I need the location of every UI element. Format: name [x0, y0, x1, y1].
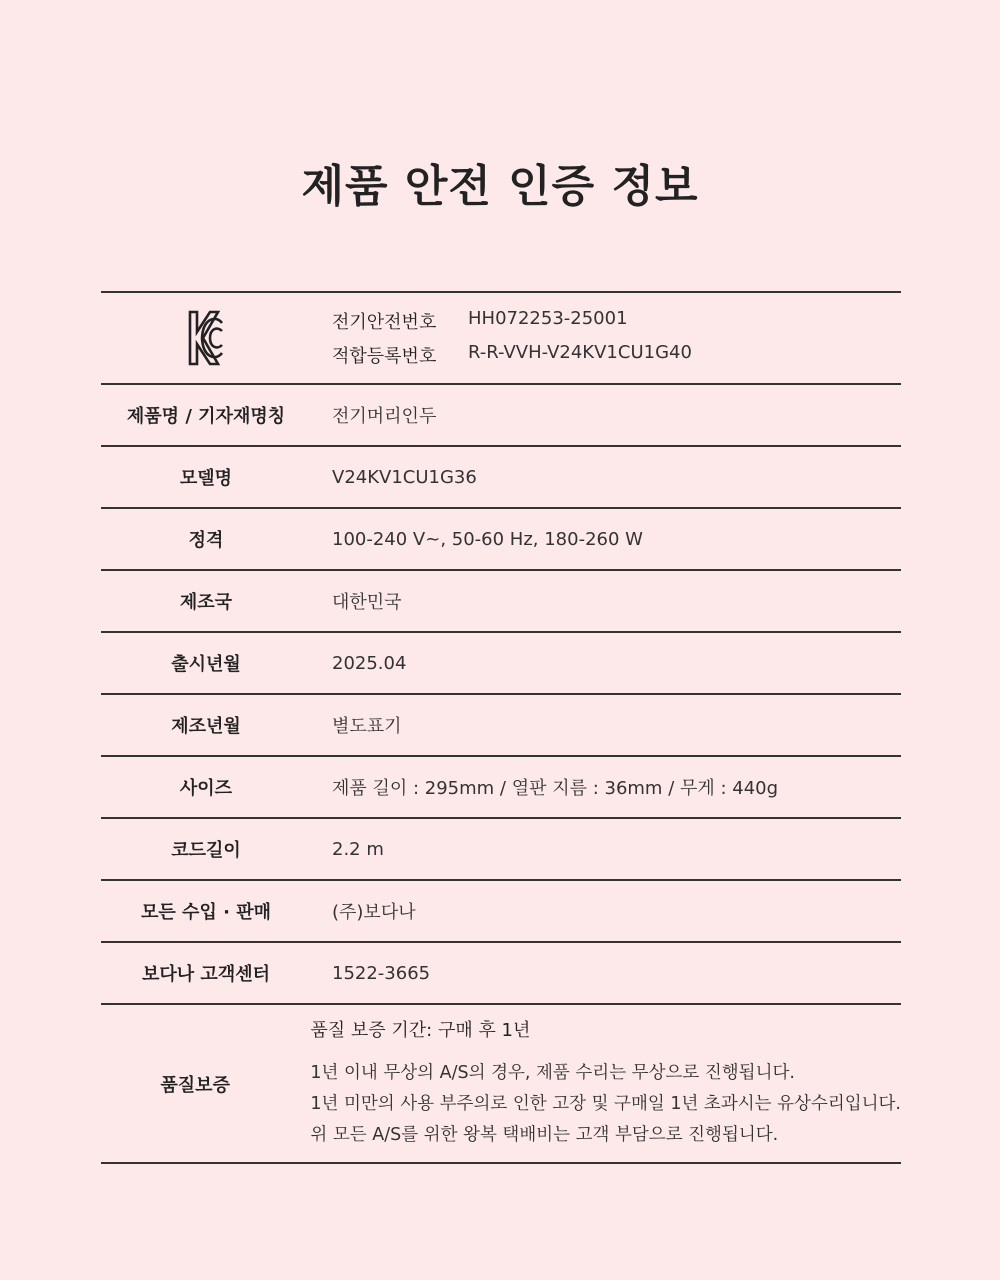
- electrical-safety-value: HH072253-25001: [468, 308, 628, 329]
- kc-mark-icon: [101, 309, 311, 367]
- spec-label: 제품명 / 기자재명칭: [126, 406, 286, 427]
- spec-value: 2.2 m: [332, 838, 384, 860]
- page-title: 제품 안전 인증 정보: [301, 161, 699, 212]
- spec-label: 품질보증: [160, 1074, 230, 1096]
- spec-row-rating: [101, 509, 901, 571]
- spec-row-cord-length: [101, 819, 901, 881]
- safety-info-table: [101, 291, 901, 1164]
- conformity-registration-label: 적합등록번호: [332, 346, 437, 367]
- spec-row-model: [101, 447, 901, 509]
- spec-label: 보다나 고객센터: [142, 964, 270, 985]
- warranty-line: 1년 이내 무상의 A/S의 경우, 제품 수리는 무상으로 진행됩니다.: [310, 1063, 795, 1083]
- spec-value: 제품 길이 : 295mm / 열판 지름 : 36mm / 무게 : 440g: [332, 778, 779, 799]
- spec-row-quality-warranty: [101, 1005, 901, 1164]
- spec-label: 모든 수입 · 판매: [141, 902, 271, 923]
- spec-value: (주)보다나: [332, 902, 416, 923]
- spec-label: 정격: [188, 530, 224, 551]
- spec-row-manufacture-date: [101, 695, 901, 757]
- warranty-period: 품질 보증 기간: 구매 후 1년: [310, 1020, 531, 1041]
- spec-value: 100-240 V~, 50-60 Hz, 180-260 W: [332, 528, 643, 550]
- electrical-safety-number: [332, 308, 692, 334]
- spec-value: 전기머리인두: [332, 406, 437, 427]
- spec-label: 제조국: [179, 592, 233, 613]
- spec-row-customer-center: [101, 943, 901, 1005]
- spec-label: 제조년월: [171, 716, 241, 737]
- certification-row: [101, 293, 901, 385]
- electrical-safety-label: 전기안전번호: [332, 312, 437, 333]
- spec-label: 사이즈: [179, 778, 233, 799]
- conformity-registration-number: [332, 342, 692, 368]
- spec-row-size: [101, 757, 901, 819]
- spec-value: V24KV1CU1G36: [332, 466, 477, 488]
- spec-value: 대한민국: [332, 592, 402, 613]
- spec-row-country: [101, 571, 901, 633]
- spec-label: 코드길이: [171, 840, 241, 861]
- spec-row-importer: [101, 881, 901, 943]
- quality-warranty-text: [289, 1016, 901, 1151]
- spec-value: 1522-3665: [332, 962, 431, 984]
- spec-value: 2025.04: [332, 652, 407, 674]
- spec-label: 출시년월: [171, 654, 241, 675]
- spec-row-product-name: [101, 385, 901, 447]
- certification-numbers: [311, 308, 692, 368]
- conformity-registration-value: R-R-VVH-V24KV1CU1G40: [468, 342, 692, 363]
- spec-value: 별도표기: [332, 716, 402, 737]
- spec-label: 모델명: [179, 468, 233, 489]
- warranty-line: 1년 미만의 사용 부주의로 인한 고장 및 구매일 1년 초과시는 유상수리입니다.: [310, 1094, 901, 1114]
- spec-row-release-date: [101, 633, 901, 695]
- warranty-line: 위 모든 A/S를 위한 왕복 택배비는 고객 부담으로 진행됩니다.: [310, 1125, 779, 1145]
